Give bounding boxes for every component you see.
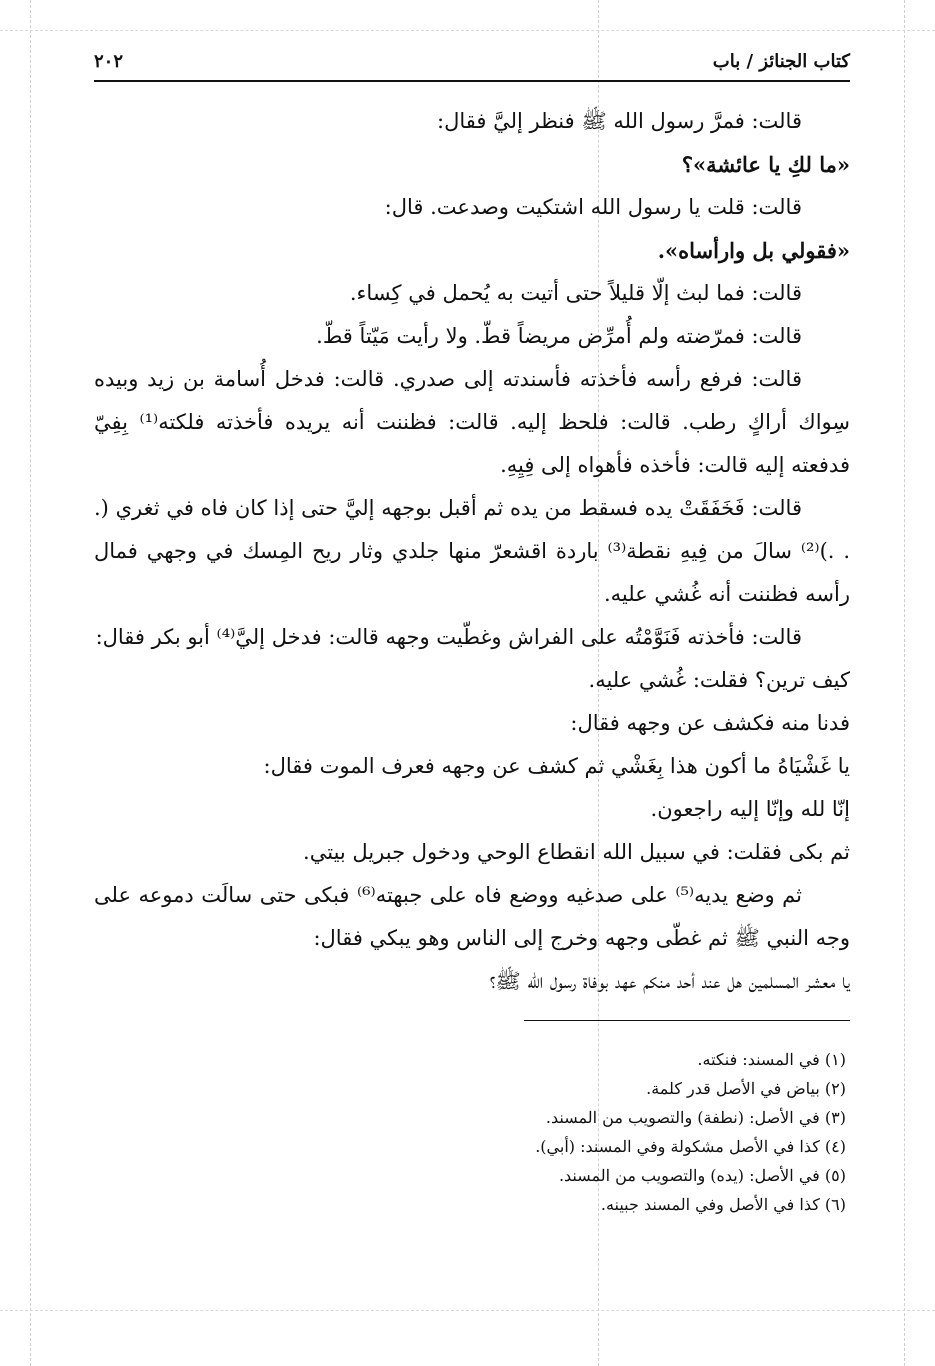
paragraph: ثم وضع يديه⁽⁵⁾ على صدغيه ووضع فاه على جبهته⁽⁶⁾ فبكى حتى سالَت دموعه على وجه النبي ﷺ ثم غطّى وجهه وخرج إلى الناس وهو يبكي فقال: [94,883,850,950]
paragraph: قالت: فأخذته فَنَوَّمْتُه على الفراش وغطّيت وجهه قالت: فدخل إليَّ⁽⁴⁾ أبو بكر فقال: [95,625,802,649]
text-line: كيف ترين؟ فقلت: غُشي عليه. [588,668,850,692]
text-line: ثم بكى فقلت: في سبيل الله انقطاع الوحي ودخول جبريل بيتي. [303,840,850,864]
footnote: (٤) كذا في الأصل مشكولة وفي المسند: (أبي). [535,1137,846,1156]
footnote: (٣) في الأصل: (نطفة) والتصويب من المسند. [545,1108,846,1127]
quoted-line: «فقولي بل وارأساه». [657,238,850,263]
footnote: (١) في المسند: فنكته. [697,1050,846,1069]
footnote-separator [524,1020,850,1021]
footnote: (٥) في الأصل: (يده) والتصويب من المسند. [558,1166,846,1185]
text-line: قالت: فما لبث إلّا قليلاً حتى أتيت به يُحمل في كِساء. [349,281,802,305]
paragraph: قالت: فَخَفَقَتْ يده فسقط من يده ثم أقبل بوجهه إليَّ حتى إذا كان فاه في ثغري (. . .)⁽²⁾ سالَ من فِيهِ نقطة⁽³⁾ باردة اقشعرّ منها جلدي وثار ريح المِسك في وجهي فمال رأسه فظننت أنه غُشي عليه. [94,496,850,606]
vertical-guide-line [30,0,31,1366]
header-rule [94,80,850,82]
paragraph: قالت: فرفع رأسه فأخذته فأسندته إلى صدري. قالت: فدخل أُسامة بن زيد وبيده سِواك أراكٍ رطب. قالت: فلحظ إليه. قالت: فظننت أنه يريده فأخذته فلكته⁽¹⁾ بِفِيّ فدفعته إليه قالت: فأخذه فأهواه إلى فِيِهِ. [94,367,850,477]
text-line: يا معشر المسلمين هل عند أحد منكم عهد بوفاة رسول الله ﷺ؟ [489,969,850,993]
running-title: كتاب الجنائز / باب [712,51,850,72]
page-header [94,48,850,80]
footnotes [94,1045,850,1219]
footnote: (٦) كذا في الأصل وفي المسند جبينه. [600,1195,846,1214]
text-line: إنّا لله وإنّا إليه راجعون. [650,797,850,821]
horizontal-guide-line [0,30,935,31]
quoted-line: «ما لكِ يا عائشة»؟ [681,152,850,177]
horizontal-guide-line [0,1310,935,1311]
main-text [94,100,850,1003]
vertical-guide-line [904,0,905,1366]
text-line: قالت: فمرَّ رسول الله ﷺ فنظر إليَّ فقال: [437,109,802,133]
text-line: يا غَشْيَاهُ ما أكون هذا بِغَشْي ثم كشف عن وجهه فعرف الموت فقال: [263,754,850,778]
page-content [94,48,850,1219]
text-line: قالت: فمرّضته ولم أُمرِّض مريضاً قطّ. ولا رأيت مَيّتاً قطّ. [316,324,802,348]
footnote: (٢) بياض في الأصل قدر كلمة. [646,1079,846,1098]
text-line: فدنا منه فكشف عن وجهه فقال: [570,711,850,735]
text-line: قالت: قلت يا رسول الله اشتكيت وصدعت. قال: [384,195,802,219]
page-number: ٢٠٢ [94,51,124,72]
